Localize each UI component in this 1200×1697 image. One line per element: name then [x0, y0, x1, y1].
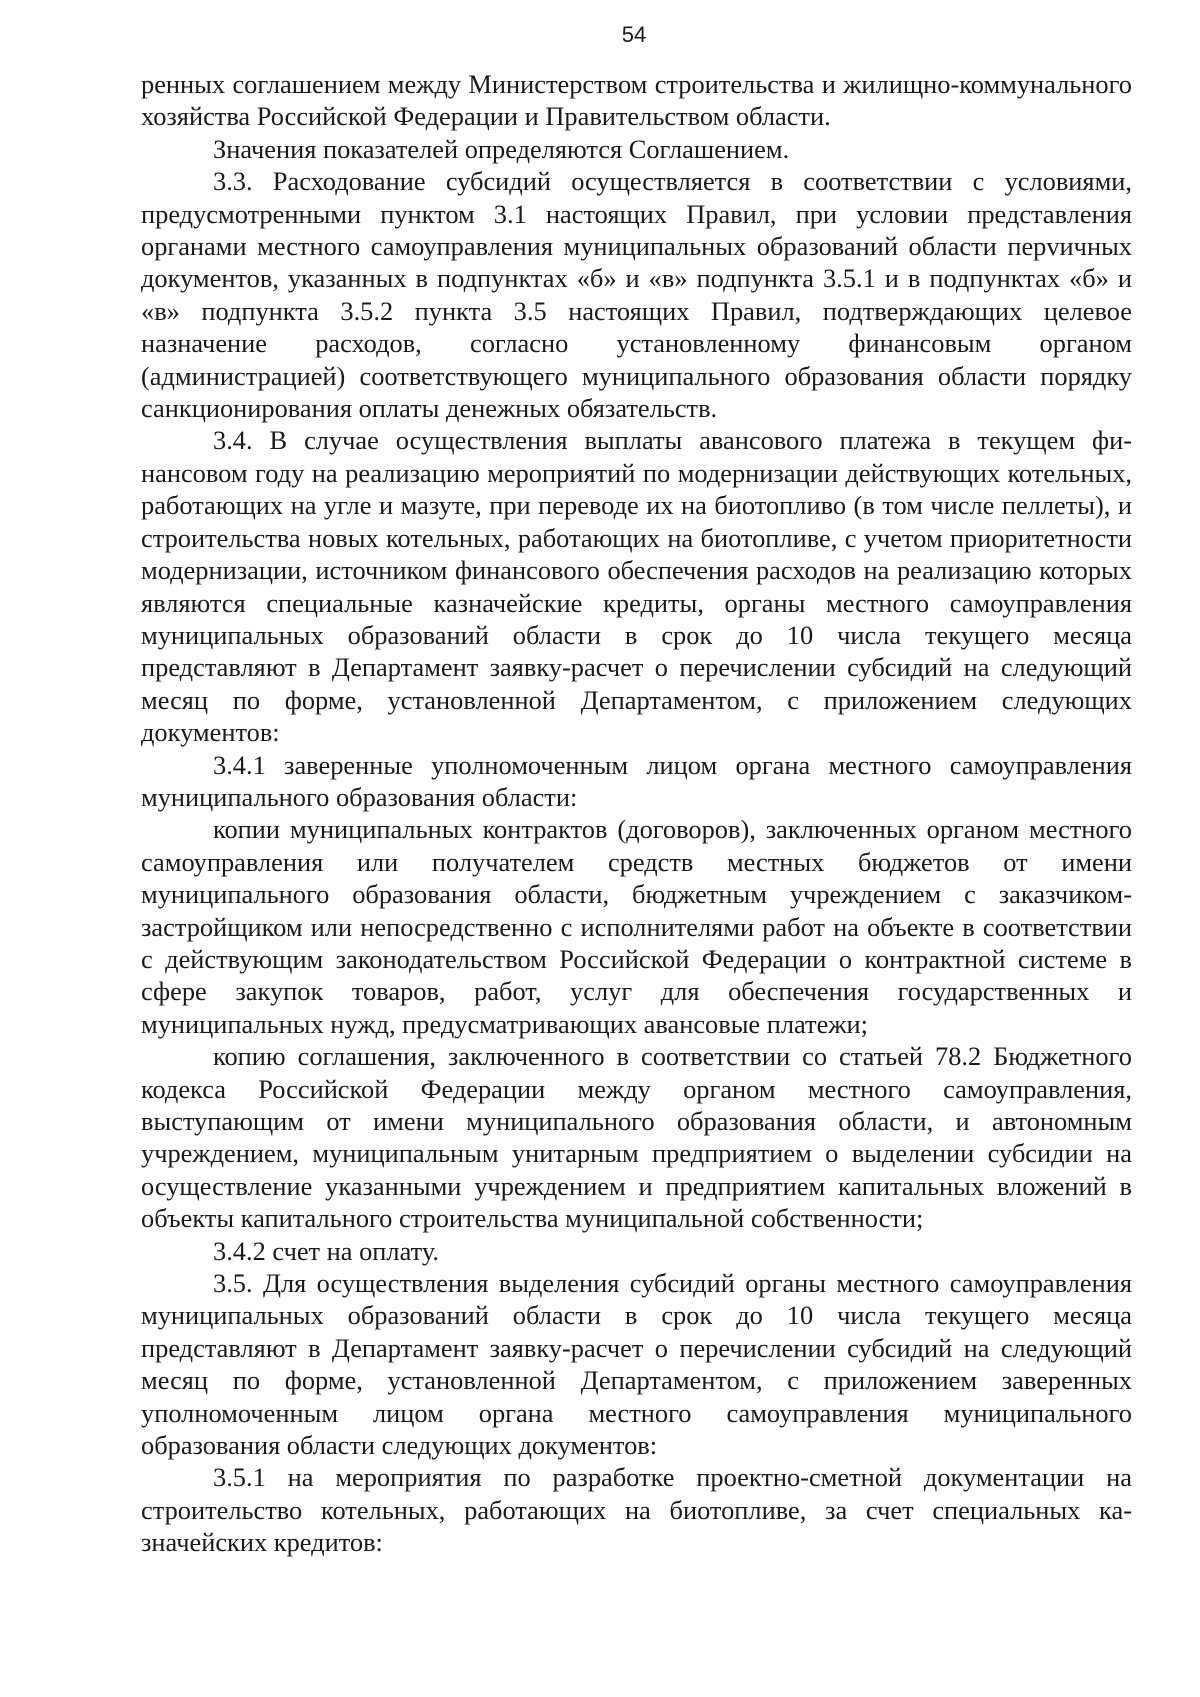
- paragraph-3-5-1: 3.5.1 на мероприятия по разработке проектно-сметной документации на строительство котельных, работающих на биотопливе, за счет специальных казначейских кредитов:: [141, 1462, 1132, 1558]
- paragraph-3-5: 3.5. Для осуществления выделения субсидий органы местного самоуправления муниципальных образований области в срок до 10 числа текущего месяца представляют в Департамент заявку-расчет о перечислении субсидий на следующий месяц по форме, установленной Департаментом, с приложением заверенных уполномоченным лицом органа местного самоуправления муниципального образования области следующих документов:: [141, 1268, 1132, 1461]
- paragraph-3-3: 3.3. Расходование субсидий осуществляется в соответствии с условиями, предусмотренными пунктом 3.1 настоящих Правил, при условии представления органами местного самоуправления муниципальных образований области перvичных документов, указанных в подпунктах «б» и «в» подпункта 3.5.1 и в подпунктах «б» и «в» подпункта 3.5.2 пункта 3.5 настоящих Правил, подтверждающих целевое назначение расходов, согласно установленному финансовым органом (администрацией) соответствующего муниципального образования области порядку санкционирования оплаты денежных обязательств.: [141, 166, 1132, 424]
- paragraph-contract-copies: копии муниципальных контрактов (договоров), заключенных органом местного самоуправления или получателем средств местных бюджетов от имени муниципального образования области, бюджетным учреждением с заказчиком-застройщиком или непосредственно с исполнителями работ на объекте в соответствии с действующим законодательством Российской Федерации о контрактной системе в сфере закупок товаров, работ, услуг для обеспечения государственных и муниципальных нужд, предусматривающих авансовые платежи;: [141, 814, 1132, 1039]
- paragraph-3-4: 3.4. В случае осуществления выплаты авансового платежа в текущем финансовом году на реализацию мероприятий по модернизации действующих котельных, работающих на угле и мазуте, при переводе их на биотопливо (в том числе пеллеты), и строительства новых котельных, работающих на биотопливе, с учетом приоритетности модернизации, источником финансового обеспечения расходов на реализацию которых являются специальные казначейские кредиты, органы местного самоуправления муниципальных образований области в срок до 10 числа текущего месяца представляют в Департамент заявку-расчет о перечислении субсидий на следующий месяц по форме, установленной Департаментом, с приложением следующих документов:: [141, 425, 1132, 748]
- paragraph-indicator-values: Значения показателей определяются Соглашением.: [213, 133, 790, 164]
- paragraph-continuation: ренных соглашением между Министерством строительства и жилищно-коммунального хозяйства Российской Федерации и Правительством области.: [141, 69, 1132, 132]
- paragraph-3-4-1: 3.4.1 заверенные уполномоченным лицом органа местного самоуправления муниципального образования области:: [141, 749, 1132, 812]
- paragraph-3-4-2: 3.4.2 счет на оплату.: [213, 1235, 439, 1266]
- document-body: [141, 68, 1132, 1559]
- paragraph-agreement-copy: копию соглашения, заключенного в соответствии со статьей 78.2 Бюджетного кодекса Российской Федерации между органом местного самоуправления, выступающим от имени муниципального образования области, и автономным учреждением, муниципальным унитарным предприятием о выделении субсидии на осуществление указанными учреждением и предприятием капитальных вложений в объекты капитального строительства муниципальной собственности;: [141, 1041, 1132, 1234]
- page-number: 54: [621, 22, 647, 47]
